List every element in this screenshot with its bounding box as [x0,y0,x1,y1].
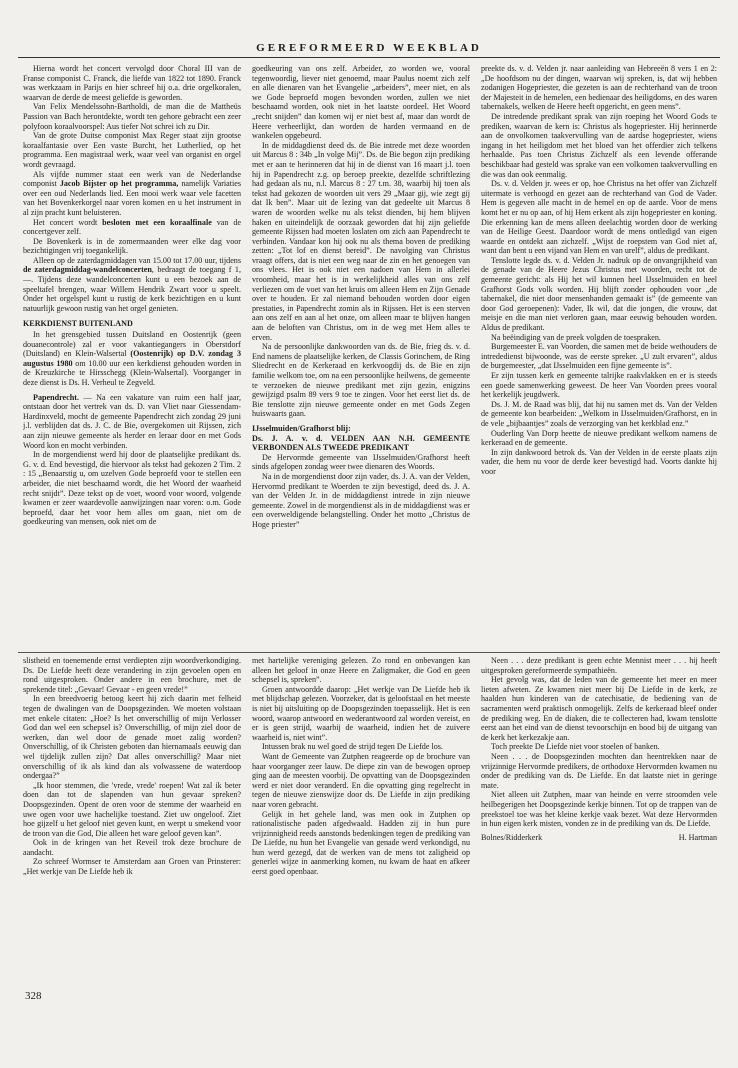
text-run: Het concert wordt [33,217,103,227]
column-2 [252,64,470,648]
bottom-column-3 [481,656,717,970]
paragraph: Van de grote Duitse componist Max Reger staat zijn grootse koraalfantasie over Een vaste Burcht, het Lutherlied, op het programma. Een magistraal werk, waar veel van organist en orgel wordt gevraagd. [23,131,241,169]
section-heading: KERKDIENST BUITENLAND [23,319,133,329]
paragraph: De intredende predikant sprak van zijn roeping het Woord Gods te prediken, waarvan de kern is: Christus als hogepriester. Hij herinnerde aan de onvolkomen taakvervulling van de aardse hogepriester, wiens ingang in het heiligdom met het bloed van het offerdier zich telkens herhaalde. Pas toen Christus Zichzelf als een levende offerande beschikbaar had gesteld was sprake van een volkomen taakvervulling en die was dan ook eenmalig. [481,111,717,179]
header-rule [18,57,720,58]
page-number: 328 [25,990,42,1002]
paragraph: Hierna wordt het concert vervolgd door Choral III van de Franse componist C. Franck, die liefde van 1822 tot 1890. Franck was werkzaam in Parijs en hier schreef hij o.a. drie orgelkoralen, waarvan de derde de meest geliefde is geworden. [23,64,241,102]
paragraph: Van Felix Mendelssohn-Bartholdi, de man die de Mattheüs Passion van Bach herontdekte, wordt ten gehore gebracht een zeer polyfoon koraalvoorspel: Aus tiefer Not schrei ich zu Dir. [23,102,241,131]
paragraph: Want de Gemeente van Zutphen reageerde op de brochure van haar voorganger zeer lauw. De diepe zin van de bewogen oproep ging aan de meesten voorbij. De opvatting van de Doopsgezinden werd er niet door veranderd. En die opvatting ging regelrecht in tegen de nieuwe zienswijze door ds. De Liefde in zijn prediking naar voren gebracht. [252,751,470,809]
text-run: — Na een vakature van ruim een half jaar, ontstaan door het vertrek van ds. D. van Vliet naar Giessendam-Hardinxveld, mocht de gemeente Papendrecht zich zondag 29 juni j.l. verblijden dat ds. J. C. de Bie, overgekomen uit Rijssen, zich aan zijn nieuwe gemeente als herder en leraar door en met Gods Woord kon en mocht verbinden. [23,392,241,450]
paragraph [23,170,241,218]
paragraph: Zo schreef Wormser te Amsterdam aan Groen van Prinsterer: „Het werkje van De Liefde heb ik [23,857,241,877]
text-run: om 10.00 uur een kerkdienst gehouden worden in de Kreuzkirche te Hirsschegg (Klein-Walsertal). Voorganger in deze dienst is Ds. H. Verheul te Zegveld. [23,358,241,387]
paragraph: preekte ds. v. d. Velden jr. naar aanleiding van Hebreeën 8 vers 1 en 2: „De hoofdsom nu der dingen, waarvan wij spreken, is, dat wij hebben zodanigen Hogepriester, die gezeten is aan de rechterhand van de troon der Majesteit in de hemelen, een bedienaar des heiligdoms, en des waren tabernakels, welken de Heere heeft opgericht, en geen mens”. [481,64,717,112]
paragraph [23,330,241,388]
section-divider [18,652,720,653]
paragraph: Er zijn tussen kerk en gemeente talrijke raakvlakken en er is steeds een goede samenwerking geweest. De heer Van Voorden prees vooral het kerkelijk jeugdwerk. [481,371,717,400]
paragraph: Groen antwoordde daarop: „Het werkje van De Liefde heb ik met blijdschap gelezen. Voorzeker, dat is geloofstaal en het meeste is niet bij uitsluiting op de Doopsgezinden toepasselijk. Het is een woord, waarop antwoord en wederantwoord zal worden vereist, en er is geen strijd, waarbij de waarheid, indien het de zuivere waarheid is, niet wint”. [252,684,470,742]
text-run: Alleen op de zaterdagmiddagen van 15.00 tot 17.00 uur, tijdens [33,255,241,265]
paragraph: De Bovenkerk is in de zomermaanden weer elke dag voor bezichtigingen vrij toegankelijk. [23,236,241,256]
article-signature [481,833,717,843]
paragraph: Na beëindiging van de preek volgden de toespraken. [491,332,661,342]
text-run: , bedraagt de toegang f 1,—. Tijdens deze wandelconcerten kunt u een bezoek aan de speeltafel brengen, waar Willem Hendrik Zwart voor u speelt. Onder het orgelspel kunt u rustig de kerk bezichtigen en u kunt natuurlijk gewoon rustig van het orgel genieten. [23,265,241,313]
paragraph: In de morgendienst werd hij door de plaatselijke predikant ds. G. v. d. End bevestigd, die hiervoor als tekst had gekozen 2 Tim. 2 : 15 „Benaarstig u, om uzelven Gode beproefd voor te stellen een arbeider, die niet beschaamd wordt, die het Woord der waarheid recht snijdt”. Deze tekst op de voet, woord voor woord, volgende kwamen er zeer waardevolle aanwijzingen naar voren: o.m. Gode beproefd, daar het voor hem alles om gaan, niet om de goedkeuring van mensen, ook niet om de [23,450,241,527]
paragraph: Niet alleen uit Zutphen, maar van heinde en verre stroomden vele heilbegerigen het Doopsgezinde kerkje binnen. Tot op de trappen van de preekstoel toe was het kleine kerkje vaak bezet. Wat deze Hervormden in hun eigen kerk misten, vonden ze in de prediking van ds. De Liefde. [481,790,717,829]
paragraph: Neen . . . de Doopsgezinden mochten dan heentrekken naar de vrijzinnige Hervormde predikers, de orthodoxe Hervormden kwamen nu onder de prediking van ds. De Liefde. En dat laatste niet in geringe mate. [481,751,717,790]
column-1 [23,64,241,648]
paragraph: In zijn dankwoord betrok ds. Van der Velden in de eerste plaats zijn vader, die hem nu voor de derde keer bevestigd had. Voorts dankte hij voor [481,447,717,476]
bold-run: (Oostenrijk) op D.V. zondag 3 augustus 1980 [23,349,241,368]
paragraph: Ook in de kringen van het Reveil trok deze brochure de aandacht. [23,838,241,857]
bold-run: Papendrecht. [33,392,79,402]
paragraph: Neen . . . deze predikant is geen echte Mennist meer . . . hij heeft uitgesproken gereformeerde sympathieën. [481,656,717,675]
text-run: Als vijfde nummer staat een werk van de Nederlandse componist [23,169,241,189]
paragraph: In een breedvoerig betoog keert hij zich daarin met felheid tegen de dwalingen van de Doopsgezinden. We moeten volstaan met enkele citaten: „Hoe? Is het onverschillig of mijn Verlosser God dan wel een schepsel is? Onverschillig, of mijn ziel door de werken, dan wel door de genade moet zalig worden? Onverschillig, of ik Christen geboten dan hiernamaals eeuwig dan wel tijdelijk zullen zijn? Dat alles onverschillig? Maar niet onverschillig of ik als kind dan als volwassene de waterdoop ondergaa?” [23,694,241,781]
signature-author: H. Hartman [678,832,717,842]
paragraph: Intussen brak nu wel goed de strijd tegen De Liefde los. [262,742,443,752]
paragraph [23,256,241,314]
paragraph: Ouderling Van Dorp heette de nieuwe predikant welkom namens de kerkeraad en de gemeente. [481,428,717,448]
bottom-column-2 [252,656,470,970]
column-3 [481,64,717,648]
paragraph: Burgemeester E. van Voorden, die samen met de beide wethouders de intrededienst bijwoonde, was de eerste spreker. „U zult ervaren”, aldus de burgemeester, „dat IJsselmuiden een fijne gemeente is”. [481,342,717,371]
paragraph [23,218,241,237]
running-header: GEREFORMEERD WEEKBLAD [256,42,482,54]
paragraph: Ds. J. M. de Raad was blij, dat hij nu samen met ds. Van der Velden de gemeente kon bearbeiden: „Welkom in IJsselmuiden/Grafhorst, en in de vele „bijbaantjes” zoals de verzorging van het kerkblad enz.” [481,399,717,428]
paragraph: Ds. v. d. Velden jr. wees er op, hoe Christus na het offer van Zichzelf uitermate is verhoogd en gezet aan de rechterhand van God de Vader. Hem is gegeven alle macht in de hemel en op de aarde. Voor de mens komt het er nu op aan, of hij Hem erkent als zijn hogepriester en koning. Die erkenning kan de mens alleen deelachtig worden door de werking van de Heilige Geest. Daardoor wordt de mens ontledigd van eigen waarde en ontdekt aan zichzelf. „Wijst de roepstem van God niet af, want dan bent u een vijand van Hem en van urelf”, aldus de predikant. [481,179,717,256]
paragraph: Na de persoonlijke dankwoorden van ds. de Bie, frieg ds. v. d. End namens de plaatselijke kerken, de Classis Gorinchem, de Ring Sliedrecht en de Kerkeraad en kerkvoogdij ds. de Bie en zijn familie welkom toe, om na een persoonlijke heilwens, de gemeente te verzoeken de nieuwe predikant met zijn gezin, enigzins gewijzigd psalm 89 vers 9 toe te zingen. Voor het eerst liet ds. de Bie tenslotte zijn nieuwe gemeente onder en met Gods Zegen huiswaarts gaan. [252,342,470,419]
paragraph: Na in de morgendienst door zijn vader, ds. J. A. van der Velden, Hervormd predikant te Woerden te zijn bevestigd, deed ds. J. A. van der Velden Jr. in de middagdienst intrede in zijn nieuwe gemeente. Zowel in de morgendienst als in de middagdienst was er een overweldigende belangstelling. Onder het motto „Christus de Hoge priester” [252,471,470,529]
bottom-column-1 [23,656,241,970]
paragraph: Het gevolg was, dat de leden van de gemeente het meer en meer lieten afweten. Ze kwamen niet meer bij De Liefde in de kerk, ze haalden hun kinderen van de catechisatie, de bediening van de sacramenten werd praktisch onmogelijk. Zelfs de kerkeraad bleef onder de prediking weg. En de diaken, die te collecteren had, kwam tenslotte eerst aan het eind van de dienst tevoorschijn en bood bij de uitgang van de kerk het kerkezakje aan. [481,675,717,742]
paragraph: De Hervormde gemeente van IJsselmuiden/Grafhorst heeft sinds afgelopen zondag weer twee dienaren des Woords. [252,452,470,472]
paragraph: „Ik hoor stemmen, die 'vrede, vrede' roepen! Wat zal ik beter doen dan tot de slapenden van hun gevaar spreken? Doopsgezinden. Opent de oren voor de stemme der waarheid en uwe ogen voor uwe hachelijke toestand. Ziet uw ongeloof. Ziet hoe gijzelf u het geloof niet geven kunt, en werpt u smekend voor de troon van die God, Die alleen het ware geloof geven kan”. [23,780,241,838]
text-run: van de concertgever zelf. [23,217,241,237]
text-run: In het grensgebied tussen Duitsland en Oostenrijk (geen douanecontrole) zal er voor vakantiegangers in Oberstdorf (Duitsland) en Klein-Walsertal [23,330,241,359]
paragraph: Gelijk in het gehele land, was men ook in Zutphen op rationalistische paden afgedwaald. Hadden zij in hun pure vrijzinnigheid reeds aanstonds bedenkingen tegen de prediking van De Liefde, nu hun het Evangelie van genade werd verkondigd, nu hun werd gezegd, dat de werken van de mens tot zaligheid op generlei wijze in aanmerking komen, nu kwam de haat en afkeer eerst goed openbaar. [252,809,470,877]
bold-run: besloten met een koraalfinale [102,217,212,227]
paragraph: In de middagdienst deed ds. de Bie intrede met deze woorden uit Marcus 8 : 34b „In volge Mij”. Ds. de Bie begon zijn prediking met er aan te herinneren dat hij in de dienst van 16 maart j.l. toen hij in Papendrecht z.g. op beroep preekte, dezelfde schriftlezing had gedaan als nu, n.l. Marcus 8 : 27 t.m. 38, waarbij hij toen als tekst had gekozen de woorden uit vers 29 „Maar gij, wie zegt gij dat Ik ben”. Maar uit de lezing van dat gedeelte uit Marcus 8 waren de woorden welke nu als tekst dienden, bij hem blijven haken en uiteindelijk de oorzaak geworden dat hij zijn geliefde gemeente Rijssen had moeten loslaten om zich aan Papendrecht te verbinden. Vandaar kon hij ook nu als thema boven de prediking zetten: „Tot lof en dienst bereid”. De navolging van Christus vraagt offers, dat is niet een weg naar de zin en het genoegen van ons vlees. Het is ook niet een nadoen van Hem in allerlei vroomheid, maar het is in werkelijkheid alles van ons zelf verliezen om de voet van het kruis om alleen Hem en Zijn Genade over te houden. Er zal niemand behouden worden door eigen prestaties, in Papendrecht zomin als in Rijssen. Het is een sterven aan ons zelf en aan al het onze, om alleen maar te blijven hangen aan de beloften van Christus, om in de weg met Hem alles te erven. [252,140,470,342]
paragraph: Tenslotte legde ds. v. d. Velden Jr. nadruk op de onvangrijkheid van de genade van de Heere Jezus Christus met woorden, recht tot de gemeente gericht: als Hij het wil kunnen heel IJsselmuiden en heel Grafhorst Gods volk worden. Hij blijft zonder ophouden voor „de tabernakel, die niet door mensenhanden gemaakt is” (de gemeente van door God geroepenen): Vader, Ik wil, dat die jongen, die vrouw, dat meisje en die man niet verloren gaan, maar eeuwig behouden worden. Aldus de predikant. [481,255,717,333]
signature-location: Bolnes/Ridderkerk [481,832,543,842]
paragraph: goedkeuring van ons zelf. Arbeider, zo worden we, vooral tegenwoordig, liever niet genoemd, maar Paulus noemt zich zelf en alle dienaren van het Evangelie „arbeiders”, meer niet, en als we Gode beproefd mogen bevonden worden, zullen we niet beschaamd worden, ook niet in het laatste oordeel. Het Woord „recht snijden” dan komen wij er niet best af, maar dan wordt de Heere verheerlijkt, dan worden de harden vermaand en de wankelen opgebeurd. [252,64,470,141]
paragraph: slistheid en toenemende ernst verdiepten zijn woordverkondiging. Ds. De Liefde heeft deze verandering in zijn gevoelen open en rond uitgesproken. Onder andere in een brochure, met de sprekende titel: „Gevaar! Gevaar - en geen vrede!” [23,656,241,694]
section-subheading: Ds. J. A. v. d. VELDEN AAN N.H. GEMEENTE VERBONDEN ALS TWEEDE PREDIKANT [252,433,470,453]
paragraph: met hartelijke vereniging gelezen. Zo rond en onbevangen kan alleen het geloof in onze Heere en Zaligmaker, die God en geen schepsel is, spreken”. [252,656,470,685]
section-heading: IJsselmuiden/Grafhorst blij: [252,423,351,433]
paragraph [23,393,241,451]
paragraph: Toch preekte De Liefde niet voor stoelen of banken. [491,742,660,752]
bold-run: Jacob Bijster op het programma, [59,179,179,189]
bold-run: de zaterdagmiddag-wandelconcerten [23,265,152,275]
text-run: namelijk Variaties over een oud Nederlands lied. Een mooi werk waar vele facetten van het Bovenkerkorgel naar voren komen en u het instrument in al zijn pracht kunt beluisteren. [23,179,241,217]
